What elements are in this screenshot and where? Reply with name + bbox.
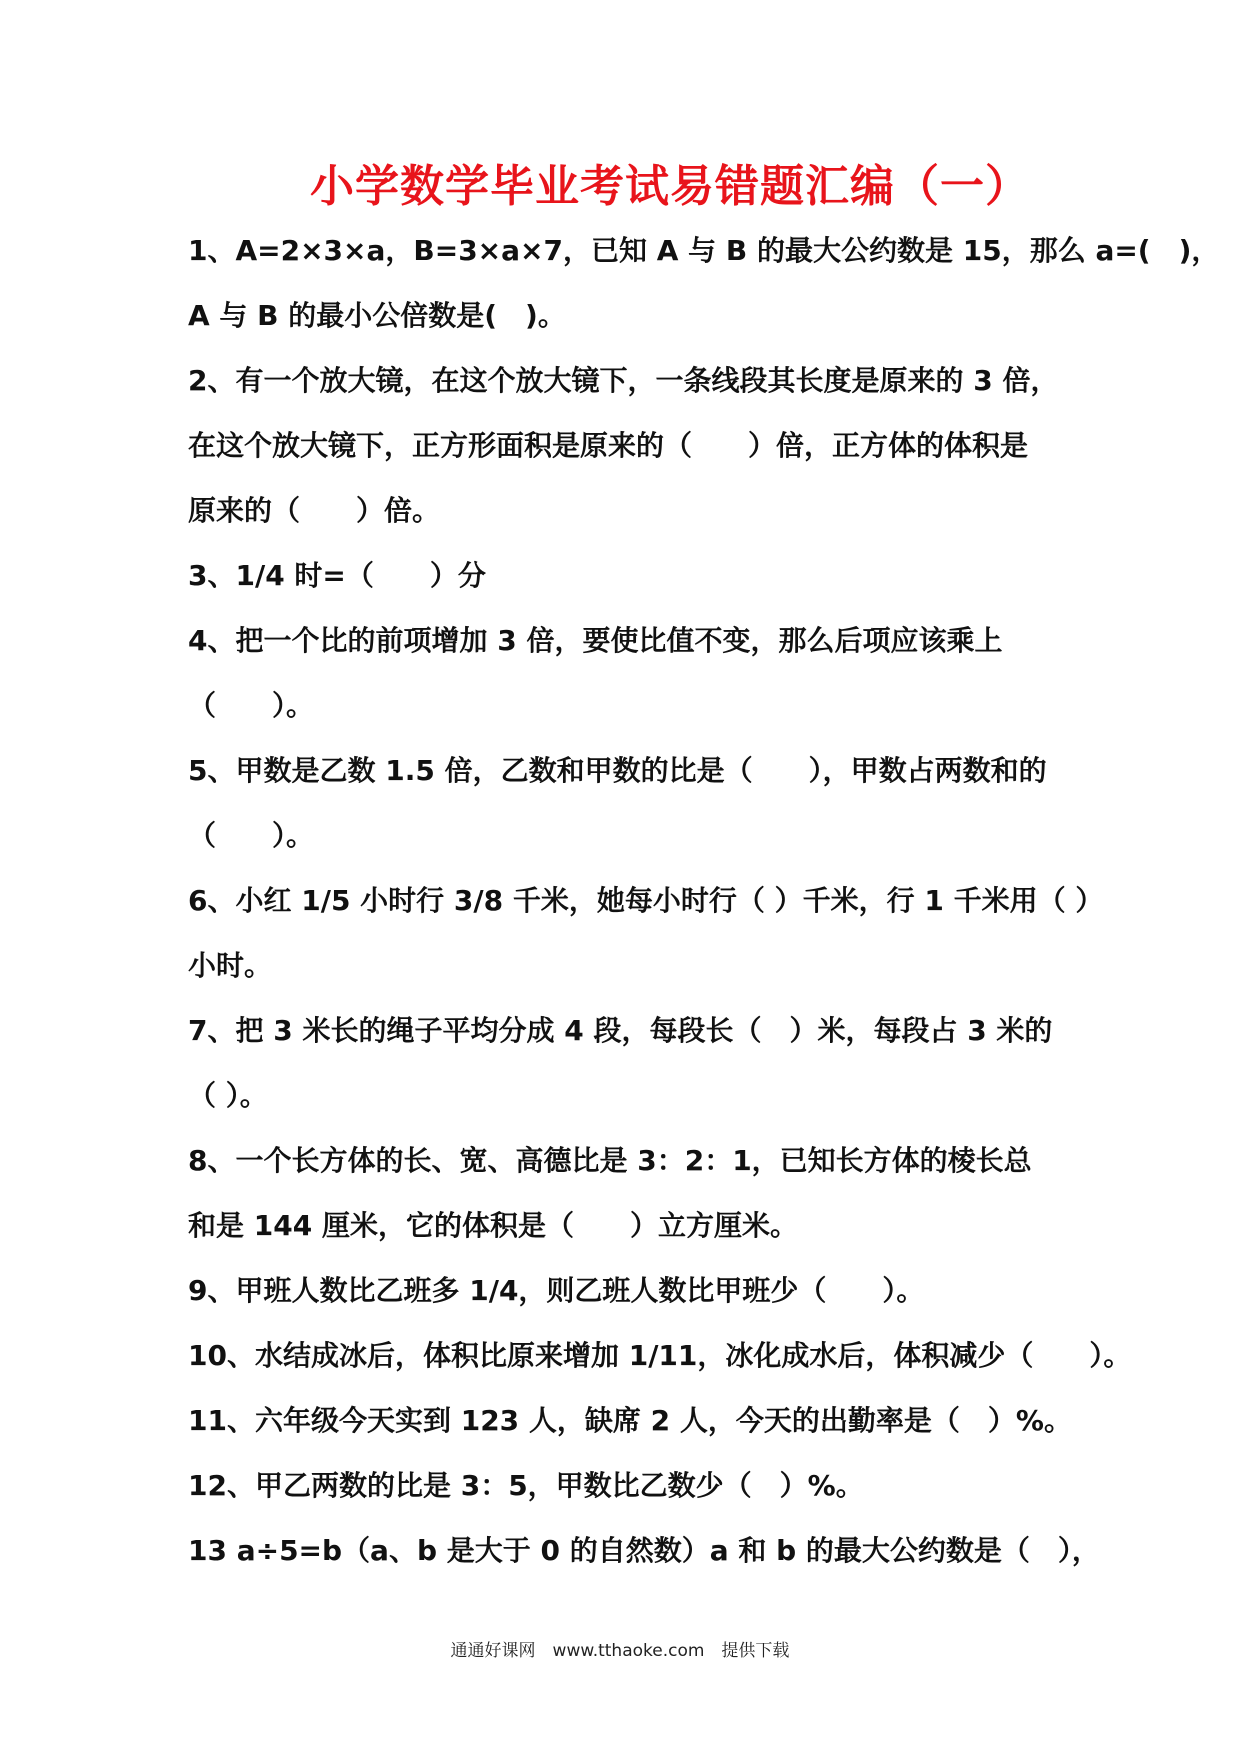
question-6-line-2: 小时。 bbox=[188, 949, 273, 982]
question-12-line-1: 12、甲乙两数的比是 3：5，甲数比乙数少（ ）%。 bbox=[188, 1469, 864, 1502]
question-2-line-3: 原来的（ ）倍。 bbox=[188, 494, 441, 527]
question-7-line-2: （ ）。 bbox=[188, 1079, 268, 1112]
question-10-line-1: 10、水结成冰后，体积比原来增加 1/11，冰化成水后，体积减少（ ）。 bbox=[188, 1339, 1132, 1372]
question-2-line-1: 2、有一个放大镜，在这个放大镜下，一条线段其长度是原来的 3 倍， bbox=[188, 364, 1059, 397]
question-2-line-2: 在这个放大镜下，正方形面积是原来的（ ）倍，正方体的体积是 bbox=[188, 429, 1029, 462]
page-footer: 通通好课网 www.tthaoke.com 提供下载 bbox=[450, 1641, 790, 1661]
question-1-line-2: A 与 B 的最小公倍数是( )。 bbox=[188, 299, 566, 332]
question-8-line-2: 和是 144 厘米，它的体积是（ ）立方厘米。 bbox=[188, 1209, 798, 1242]
question-4-line-1: 4、把一个比的前项增加 3 倍，要使比值不变，那么后项应该乘上 bbox=[188, 624, 1003, 657]
question-3-line-1: 3、1/4 时=（ ）分 bbox=[188, 559, 486, 592]
question-9-line-1: 9、甲班人数比乙班多 1/4，则乙班人数比甲班少（ ）。 bbox=[188, 1274, 925, 1307]
question-6-line-1: 6、小红 1/5 小时行 3/8 千米，她每小时行（ ）千米，行 1 千米用（ ） bbox=[188, 884, 1104, 917]
question-list bbox=[188, 218, 1220, 1583]
question-13-line-1: 13 a÷5=b（a、b 是大于 0 的自然数）a 和 b 的最大公约数是（ ）， bbox=[188, 1534, 1100, 1567]
question-5-line-1: 5、甲数是乙数 1.5 倍，乙数和甲数的比是（ ），甲数占两数和的 bbox=[188, 754, 1047, 787]
question-4-line-2: （ ）。 bbox=[188, 689, 315, 722]
question-5-line-2: （ ）。 bbox=[188, 819, 315, 852]
question-11-line-1: 11、六年级今天实到 123 人，缺席 2 人，今天的出勤率是（ ）%。 bbox=[188, 1404, 1072, 1437]
question-7-line-1: 7、把 3 米长的绳子平均分成 4 段，每段长（ ）米，每段占 3 米的 bbox=[188, 1014, 1053, 1047]
question-1-line-1: 1、A=2×3×a，B=3×a×7，已知 A 与 B 的最大公约数是 15，那么 a=( )， bbox=[188, 234, 1220, 267]
page-title: 小学数学毕业考试易错题汇编（一） bbox=[310, 161, 1030, 212]
question-8-line-1: 8、一个长方体的长、宽、高德比是 3：2：1，已知长方体的棱长总 bbox=[188, 1144, 1032, 1177]
